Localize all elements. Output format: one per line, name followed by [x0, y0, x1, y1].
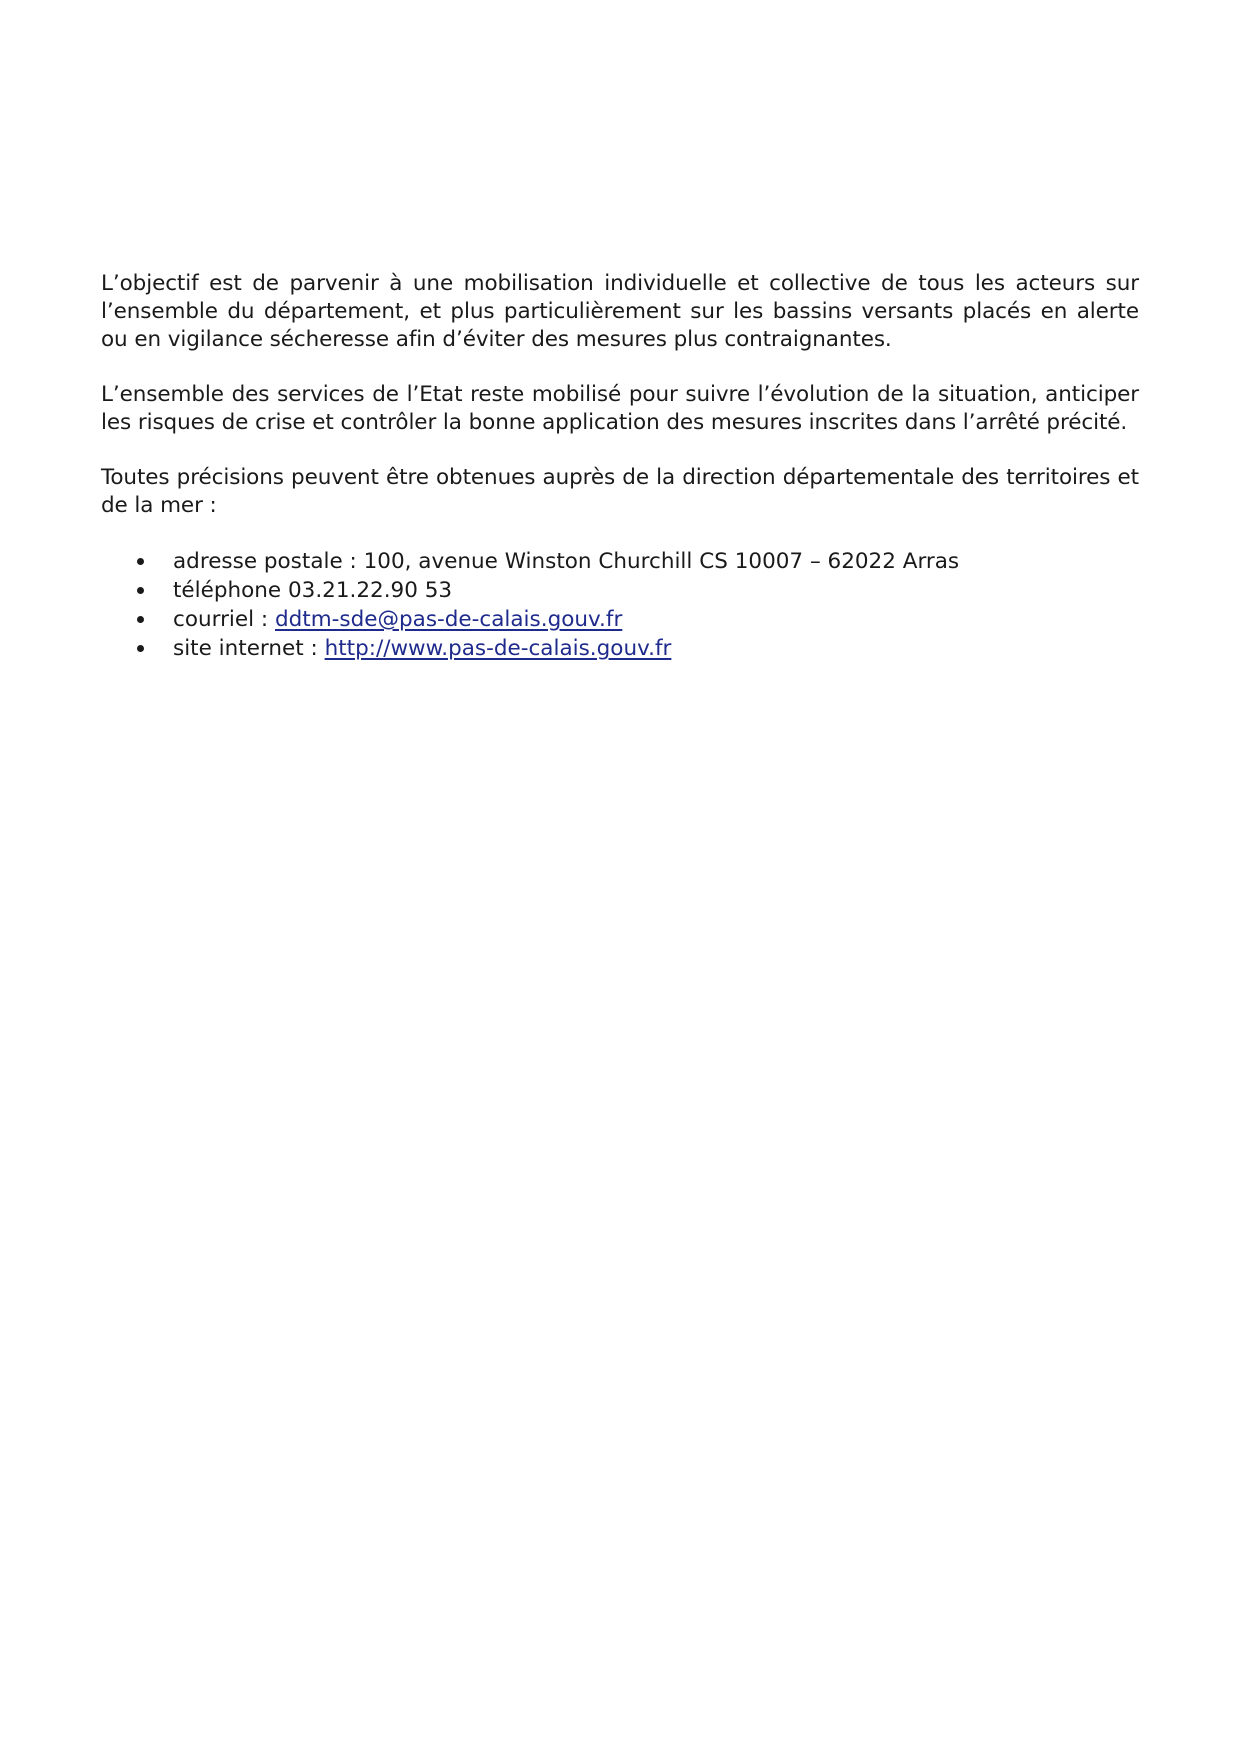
bullet-icon [137, 587, 144, 594]
contact-item-address [101, 547, 1139, 576]
bullet-icon [137, 616, 144, 623]
document-body [101, 270, 1139, 663]
phone-text: téléphone 03.21.22.90 53 [173, 578, 453, 603]
paragraph-objective: L’objectif est de parvenir à une mobilisation individuelle et collective de tous les acteurs sur l’ensemble du département, et plus particulièrement sur les bassins versants placés en alerte ou en vigilance sécheresse afin d’éviter des mesures plus contraignantes. [101, 271, 1139, 352]
bullet-icon [137, 558, 144, 565]
website-label: site internet : [173, 636, 325, 661]
address-text: adresse postale : 100, avenue Winston Churchill CS 10007 – 62022 Arras [173, 549, 960, 574]
email-label: courriel : [173, 607, 275, 632]
email-link[interactable]: ddtm-sde@pas-de-calais.gouv.fr [275, 607, 623, 632]
contact-list [101, 547, 1139, 663]
contact-item-email [101, 605, 1139, 634]
paragraph-contact-intro: Toutes précisions peuvent être obtenues auprès de la direction départementale des territoires et de la mer : [101, 465, 1139, 518]
website-link[interactable]: http://www.pas-de-calais.gouv.fr [324, 636, 672, 661]
contact-item-website [101, 634, 1139, 663]
paragraph-state-services: L’ensemble des services de l’Etat reste mobilisé pour suivre l’évolution de la situation, anticiper les risques de crise et contrôler la bonne application des mesures inscrites dans l’arrêté précité. [101, 382, 1139, 435]
bullet-icon [137, 645, 144, 652]
contact-item-phone [101, 576, 1139, 605]
